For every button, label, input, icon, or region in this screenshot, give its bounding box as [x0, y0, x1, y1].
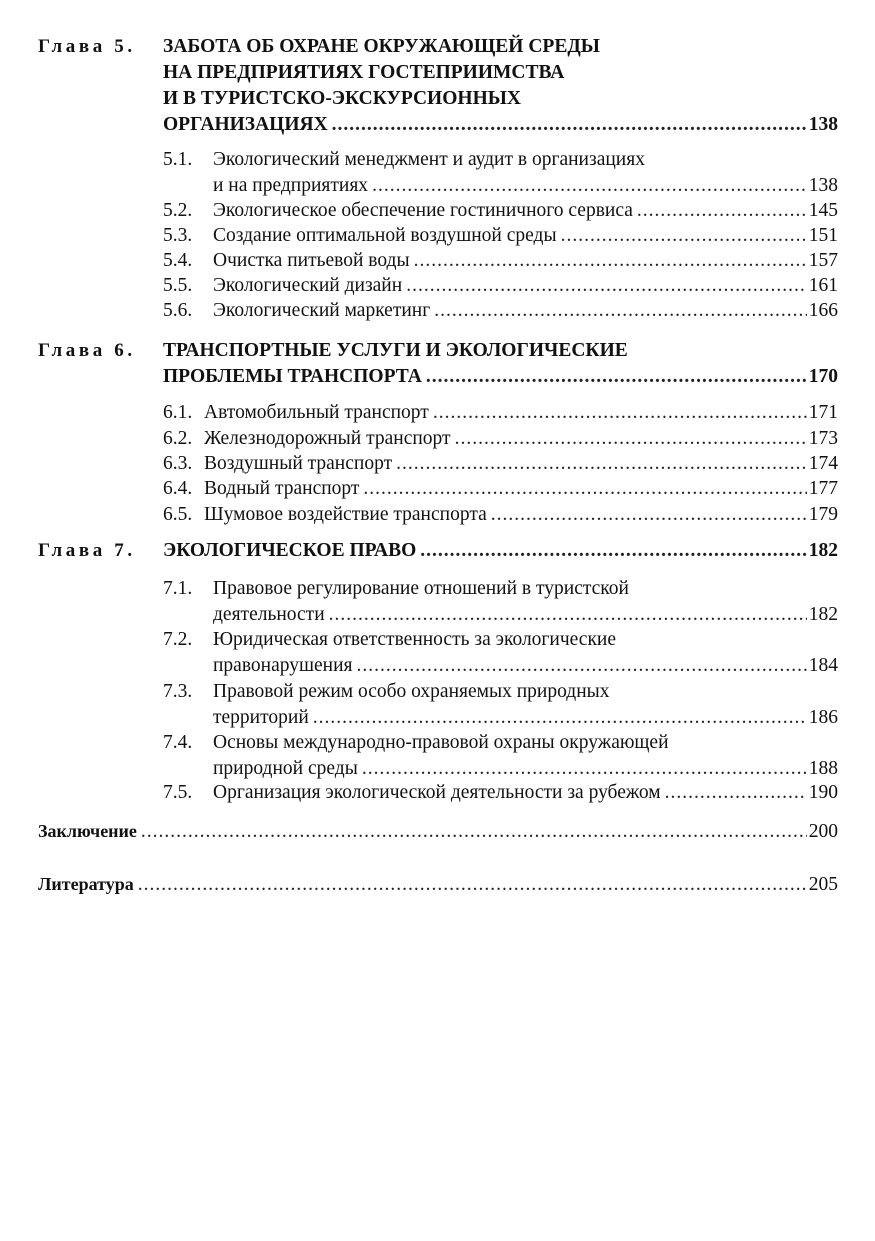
section-number: 6.4. [163, 478, 193, 499]
section-5-2[interactable] [163, 198, 838, 224]
section-title-line: Железнодорожный транспорт [204, 428, 451, 449]
section-number: 7.2. [163, 629, 193, 650]
chapter-title-line: НА ПРЕДПРИЯТИЯХ ГОСТЕПРИИМСТВА [163, 62, 565, 83]
chapter-5[interactable] [38, 34, 838, 138]
chapter-label: Глава 7. [38, 540, 136, 561]
chapter-7[interactable] [38, 538, 838, 564]
section-title-line: Правовой режим особо охраняемых природных [213, 681, 610, 702]
page-number: 200 [808, 821, 838, 842]
section-7-4[interactable] [163, 730, 838, 782]
section-6-2[interactable] [163, 426, 838, 452]
page-number: 182 [808, 540, 838, 561]
page-number: 166 [808, 300, 838, 321]
section-number: 5.1. [163, 149, 193, 170]
section-number: 5.5. [163, 275, 193, 296]
section-title-line: территорий [213, 706, 309, 728]
leader-dots [396, 451, 807, 477]
chapter-title-line: ТРАНСПОРТНЫЕ УСЛУГИ И ЭКОЛОГИЧЕСКИЕ [163, 340, 628, 361]
section-6-3[interactable] [163, 451, 838, 477]
chapter-6[interactable] [38, 338, 838, 390]
leader-dots [372, 173, 807, 199]
section-5-6[interactable] [163, 298, 838, 324]
entry-title: Заключение [38, 821, 137, 841]
leader-dots [491, 502, 807, 528]
leader-dots [313, 705, 807, 731]
section-title-line: и на предприятиях [213, 174, 369, 196]
section-5-1[interactable] [163, 147, 838, 198]
section-6-4[interactable] [163, 476, 838, 502]
page-number: 190 [808, 782, 838, 803]
section-title-line: Основы международно-правовой охраны окружающей [213, 732, 669, 753]
section-title-line: Водный транспорт [204, 478, 360, 499]
section-7-5[interactable] [163, 780, 838, 806]
page-number: 177 [808, 478, 838, 499]
section-number: 5.4. [163, 250, 193, 271]
section-number: 5.6. [163, 300, 193, 321]
page-number: 145 [808, 200, 838, 221]
leader-dots [434, 298, 807, 324]
leader-dots [414, 248, 807, 274]
section-number: 6.5. [163, 504, 193, 525]
leader-dots [637, 198, 807, 224]
leader-dots [406, 273, 807, 299]
section-number: 7.5. [163, 782, 193, 803]
page-number: 179 [808, 504, 838, 525]
section-title-line: деятельности [213, 603, 325, 625]
toc-entry-literature[interactable] [38, 871, 838, 897]
toc-entry-conclusion[interactable] [38, 818, 838, 844]
leader-dots [332, 112, 807, 138]
section-6-1[interactable] [163, 400, 838, 426]
leader-dots [329, 602, 807, 628]
page-number: 138 [808, 174, 838, 196]
section-number: 7.4. [163, 732, 193, 753]
page-number: 138 [808, 114, 838, 135]
page-number: 184 [808, 654, 838, 676]
section-title-line: Шумовое воздействие транспорта [204, 504, 487, 525]
chapter-title-line: И В ТУРИСТСКО-ЭКСКУРСИОННЫХ [163, 88, 521, 109]
section-number: 5.3. [163, 225, 193, 246]
section-title-line: Создание оптимальной воздушной среды [213, 225, 557, 246]
section-number: 6.2. [163, 428, 193, 449]
section-title-line: Воздушный транспорт [204, 453, 393, 474]
leader-dots [357, 653, 807, 679]
leader-dots [362, 756, 807, 782]
page-number: 161 [808, 275, 838, 296]
leader-dots [433, 400, 807, 426]
section-7-3[interactable] [163, 679, 838, 731]
section-title-line: природной среды [213, 757, 358, 779]
page-number: 151 [808, 225, 838, 246]
leader-dots [426, 364, 807, 390]
leader-dots [665, 780, 807, 806]
page-number: 188 [808, 757, 838, 779]
leader-dots [141, 819, 807, 845]
section-title-line: Автомобильный транспорт [204, 402, 429, 423]
chapter-title-line: ЭКОЛОГИЧЕСКОЕ ПРАВО [163, 540, 417, 561]
section-6-5[interactable] [163, 502, 838, 528]
entry-title: Литература [38, 874, 134, 894]
section-number: 5.2. [163, 200, 193, 221]
section-title-line: Экологическое обеспечение гостиничного сервиса [213, 200, 633, 221]
page-number: 170 [808, 366, 838, 387]
chapter-title-line: ЗАБОТА ОБ ОХРАНЕ ОКРУЖАЮЩЕЙ СРЕДЫ [163, 36, 600, 57]
section-title-line: Очистка питьевой воды [213, 250, 410, 271]
section-5-5[interactable] [163, 273, 838, 299]
leader-dots [138, 872, 807, 898]
page-number: 171 [808, 402, 838, 423]
page-number: 173 [808, 428, 838, 449]
section-7-1[interactable] [163, 576, 838, 628]
section-title-line: Экологический дизайн [213, 275, 403, 296]
chapter-title-line: ПРОБЛЕМЫ ТРАНСПОРТА [163, 366, 422, 387]
chapter-label: Глава 6. [38, 340, 136, 361]
section-number: 6.3. [163, 453, 193, 474]
chapter-label: Глава 5. [38, 36, 136, 57]
page-number: 157 [808, 250, 838, 271]
page-number: 186 [808, 706, 838, 728]
leader-dots [420, 538, 806, 564]
leader-dots [363, 476, 806, 502]
section-title-line: Экологический маркетинг [213, 300, 431, 321]
section-title-line: Организация экологической деятельности за рубежом [213, 782, 661, 803]
section-number: 7.3. [163, 681, 193, 702]
leader-dots [455, 426, 807, 452]
section-title-line: правонарушения [213, 654, 353, 676]
section-5-4[interactable] [163, 248, 838, 274]
section-title-line: Юридическая ответственность за экологические [213, 629, 617, 650]
section-7-2[interactable] [163, 627, 838, 679]
page-number: 174 [808, 453, 838, 474]
section-5-3[interactable] [163, 223, 838, 249]
section-number: 7.1. [163, 578, 193, 599]
section-title-line: Правовое регулирование отношений в туристской [213, 578, 629, 599]
chapter-title-line: ОРГАНИЗАЦИЯХ [163, 114, 328, 135]
page-number: 182 [808, 603, 838, 625]
section-title-line: Экологический менеджмент и аудит в организациях [213, 149, 645, 170]
section-number: 6.1. [163, 402, 193, 423]
page-number: 205 [808, 874, 838, 895]
leader-dots [561, 223, 807, 249]
